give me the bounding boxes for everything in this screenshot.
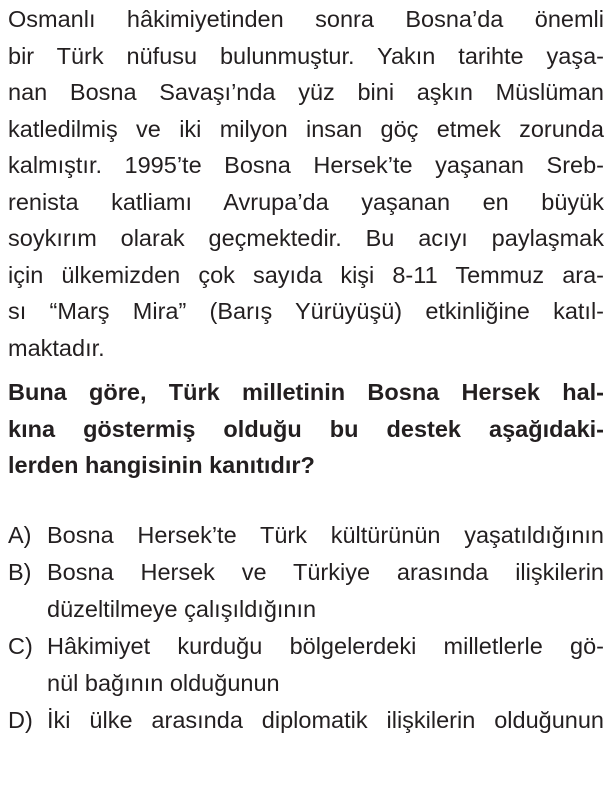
- question-page: [8, 0, 604, 739]
- passage-line: renista katliamı Avrupa’da yaşanan en büyük: [8, 188, 604, 215]
- question-stem: [8, 374, 604, 484]
- option-line: nül bağının olduğunun: [47, 669, 280, 696]
- option-text: [47, 702, 604, 739]
- passage-line: soykırım olarak geçmektedir. Bu acıyı paylaşmak: [8, 225, 604, 251]
- passage: [8, 1, 604, 366]
- passage-line: maktadır.: [8, 334, 105, 361]
- question-line: kına göstermiş olduğu bu destek aşağıdaki-: [8, 415, 604, 442]
- option-line: Bosna Hersek’te Türk kültürünün yaşatıldığının: [47, 521, 604, 548]
- passage-line: için ülkemizden çok sayıda kişi 8-11 Temmuz ara-: [8, 261, 604, 288]
- passage-line: sı “Marş Mira” (Barış Yürüyüşü) etkinliğine katıl-: [8, 298, 604, 324]
- passage-line: bir Türk nüfusu bulunmuştur. Yakın tarihte yaşa-: [8, 42, 604, 69]
- question-line: lerden hangisinin kanıtıdır?: [8, 452, 315, 478]
- question-line: Buna göre, Türk milletinin Bosna Hersek hal-: [8, 379, 604, 405]
- option-letter: A): [8, 521, 32, 548]
- passage-line: Osmanlı hâkimiyetinden sonra Bosna’da önemli: [8, 6, 604, 32]
- answer-options: [8, 517, 604, 739]
- option-line: Hâkimiyet kurduğu bölgelerdeki milletlerle gö-: [47, 632, 604, 659]
- option-c[interactable]: [8, 628, 604, 702]
- passage-line: kalmıştır. 1995’te Bosna Hersek’te yaşanan Sreb-: [8, 152, 604, 178]
- option-line: Bosna Hersek ve Türkiye arasında ilişkilerin: [47, 558, 604, 585]
- option-line: İki ülke arasında diplomatik ilişkilerin olduğunun: [47, 706, 604, 733]
- option-text: [47, 628, 604, 702]
- passage-line: nan Bosna Savaşı’nda yüz bini aşkın Müslüman: [8, 79, 604, 105]
- option-text: [47, 517, 604, 554]
- option-letter: D): [8, 706, 33, 733]
- option-d[interactable]: [8, 702, 604, 739]
- option-text: [47, 554, 604, 628]
- option-b[interactable]: [8, 554, 604, 628]
- option-letter: B): [8, 558, 32, 585]
- option-a[interactable]: [8, 517, 604, 554]
- passage-line: katledilmiş ve iki milyon insan göç etmek zorunda: [8, 115, 604, 142]
- option-line: düzeltilmeye çalışıldığının: [47, 595, 317, 622]
- option-letter: C): [8, 632, 33, 659]
